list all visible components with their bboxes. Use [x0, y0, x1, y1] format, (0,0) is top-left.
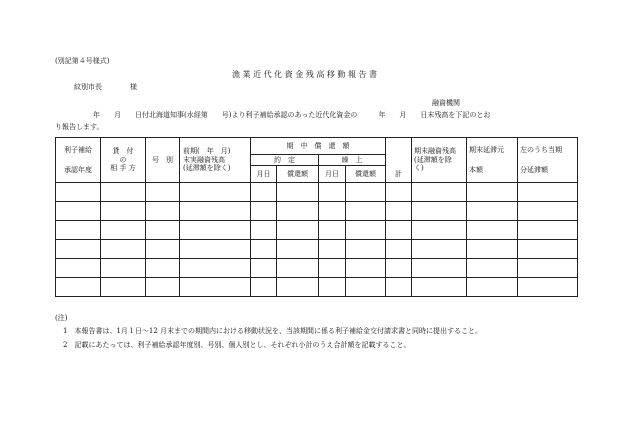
body-text-line2: り報告します。 [55, 123, 104, 131]
header-total: 計 [386, 138, 412, 183]
header-repay-amount-early: 償還額 [346, 166, 386, 183]
header-previous-balance: 前期( 年 月) 末実融資残高 (延滞額を除く) [180, 138, 251, 183]
notes-heading: (注) [55, 314, 68, 322]
header-approval-year: 利子補給 承認年度 [56, 138, 101, 183]
table-row [56, 183, 578, 202]
table-row [56, 240, 578, 259]
body-text-line1: 年 月 日付北海道知事(水経第 号)より利子補給承認のあった近代化資金の 年 月 日末残高を下記のとお [93, 111, 491, 119]
report-table [55, 137, 578, 297]
header-month-day-early: 月日 [319, 166, 346, 183]
header-end-balance: 期末融資残高 (延滞額を除 く) [412, 138, 467, 183]
header-month-day-scheduled: 月日 [251, 166, 277, 183]
header-repay-amount-scheduled: 償還額 [277, 166, 319, 183]
institution-label: 融資機関 [432, 99, 460, 107]
form-number: (別記第４号様式) [55, 57, 110, 65]
note-2: 2 記載にあたっては、利子補給承認年度別、号別、個人別とし、それぞれ小計のうえ合計額を記載すること。 [63, 341, 411, 349]
header-scheduled: 約 定 [251, 155, 319, 166]
header-current-overdue: 左のうち当期 分延滞額 [518, 138, 578, 183]
header-lender: 貸 付 の 相 手 方 [101, 138, 146, 183]
table-row [56, 202, 578, 221]
addressee: 紋別市長 様 [74, 83, 137, 91]
header-row-1 [56, 138, 578, 155]
header-period-repayment: 期 中 償 還 額 [251, 138, 386, 155]
note-1: 1 本報告書は、1月１日～12 月末までの期間内における移動状況を、当該期間に係る利子補給金交付請求書と同時に提出すること。 [63, 327, 483, 335]
header-early: 繰 上 [319, 155, 386, 166]
table-row [56, 259, 578, 278]
table-row [56, 221, 578, 240]
header-number: 号 別 [146, 138, 180, 183]
table-row [56, 278, 578, 297]
header-overdue-principal: 期末延滞元 本額 [467, 138, 518, 183]
report-title: 漁 業 近 代 化 資 金 残 高 移 動 報 告 書 [232, 70, 378, 79]
